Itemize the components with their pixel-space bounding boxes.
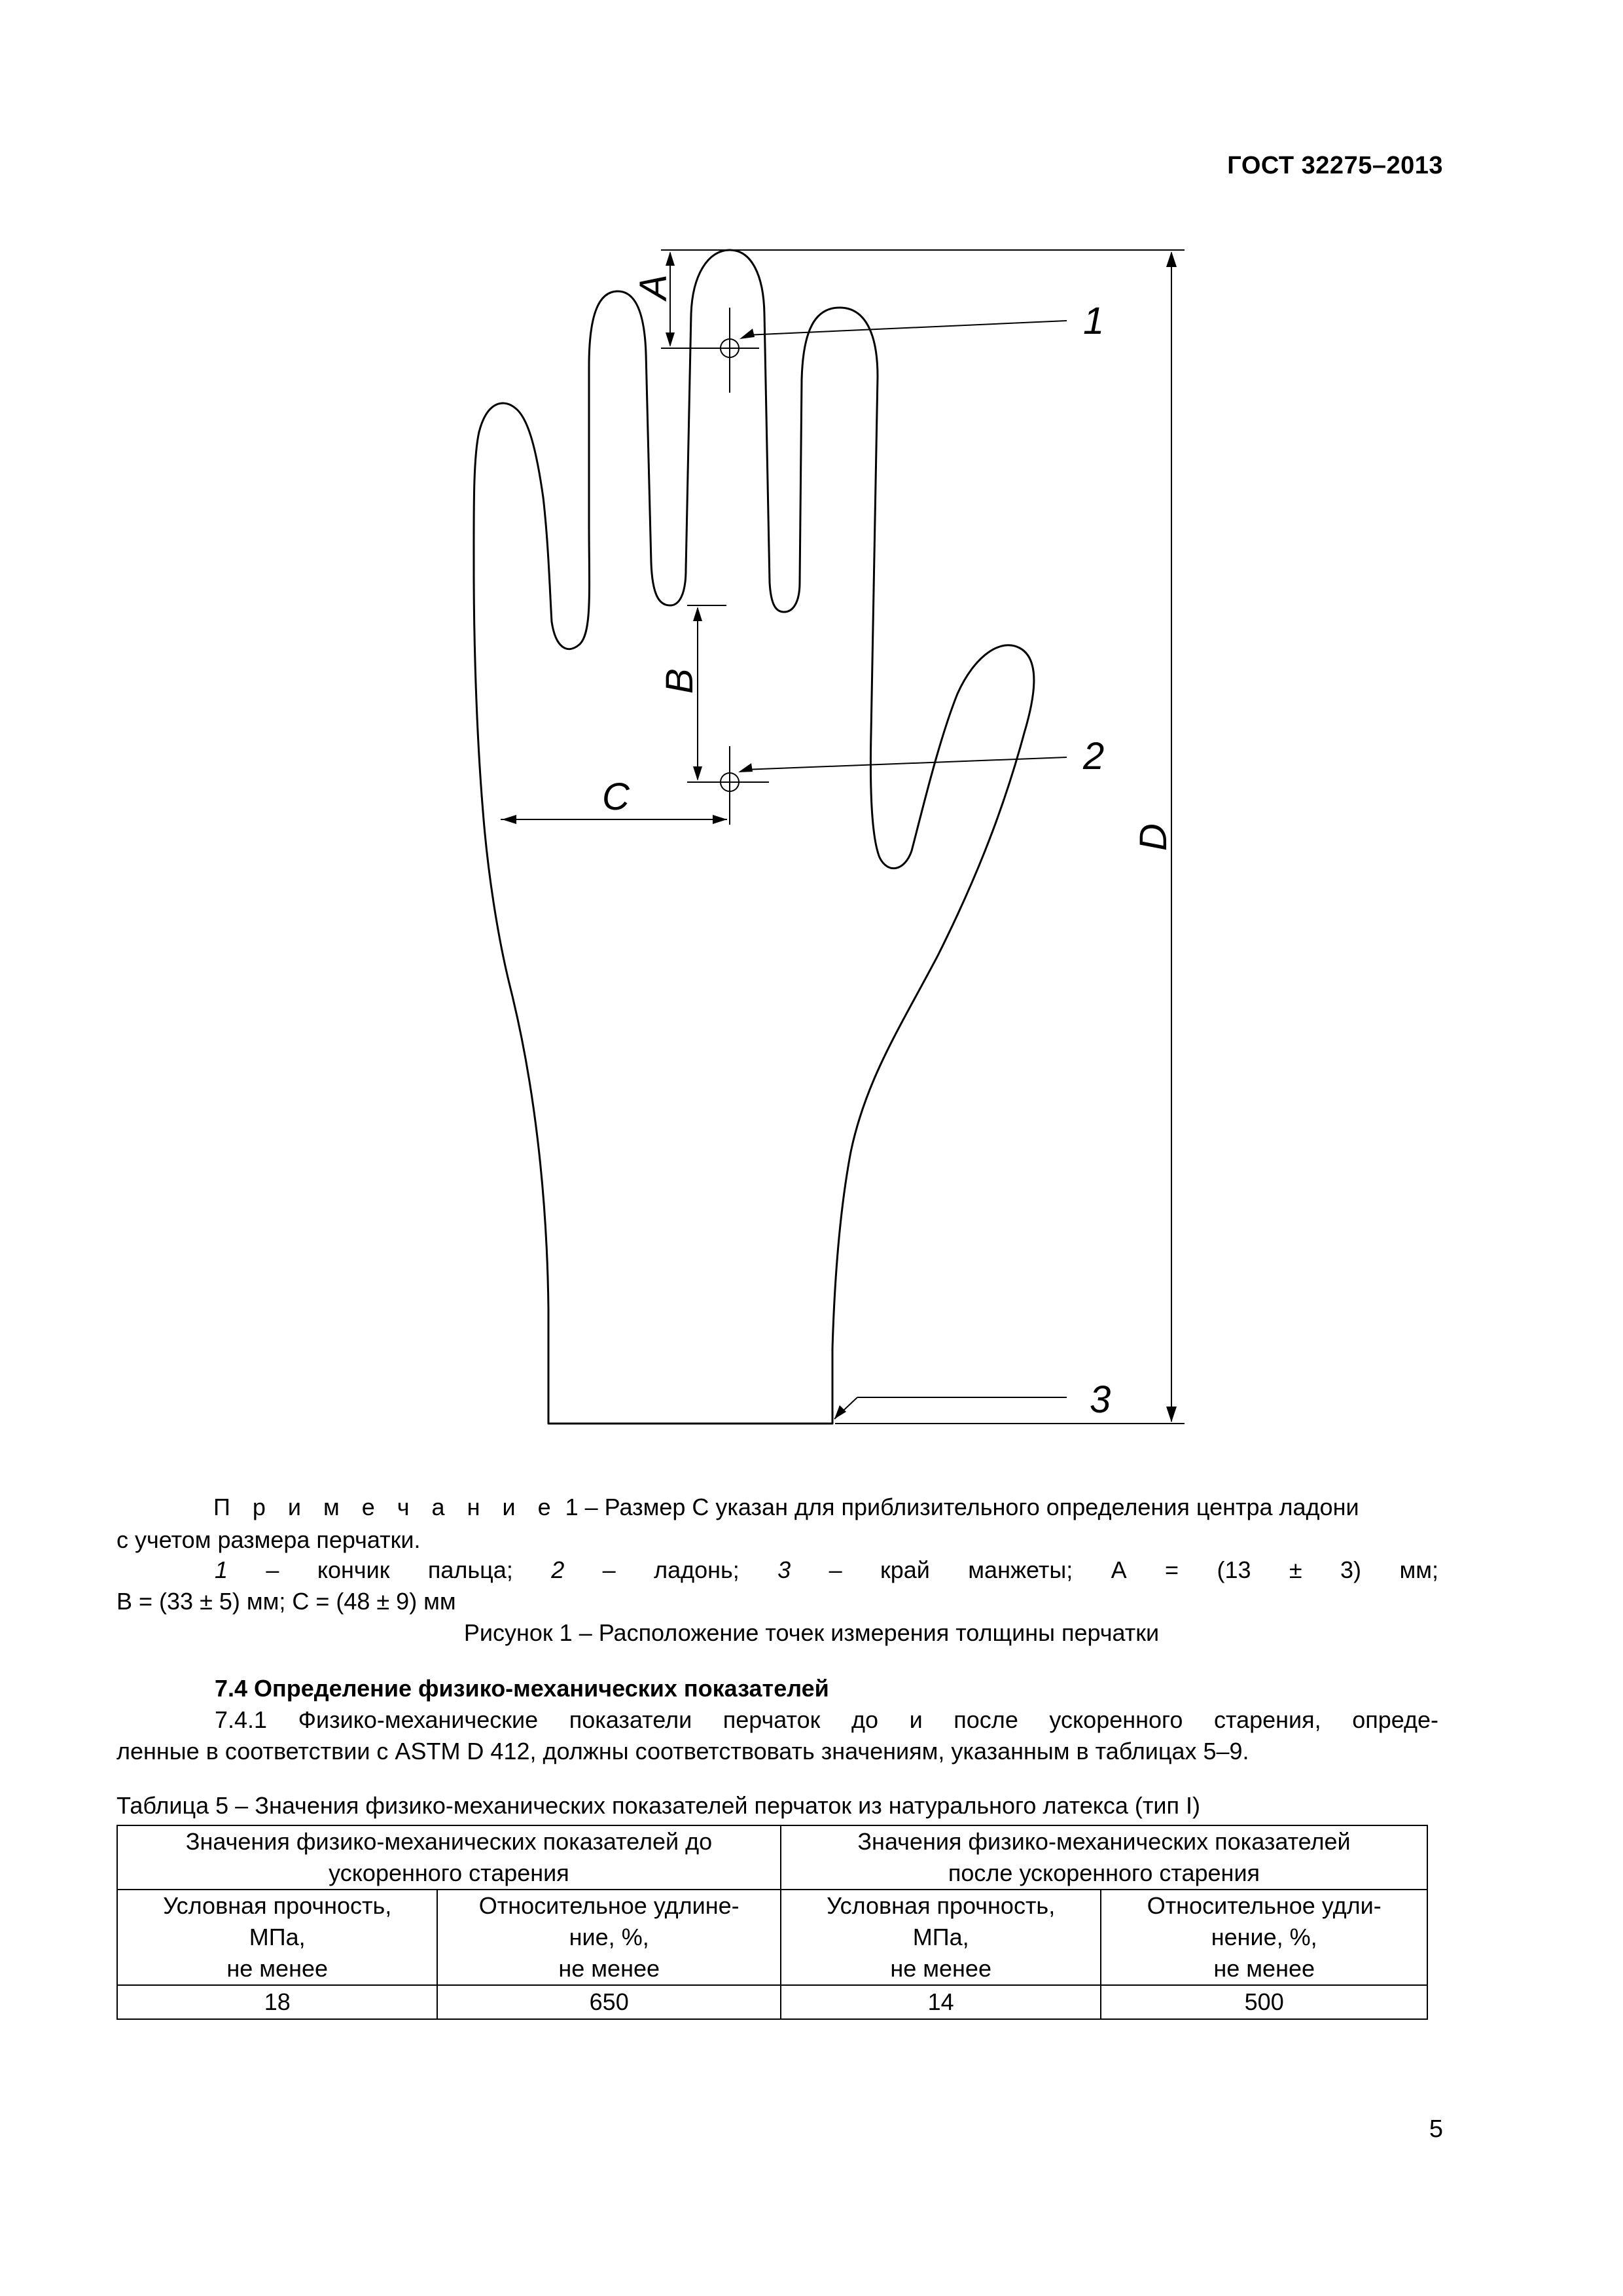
legend-word: (13 [1217,1556,1251,1583]
legend-num-1: 1 [215,1556,228,1583]
page-number: 5 [1429,2115,1443,2143]
column-header-line: нение, %, [1211,1924,1317,1950]
label-dim-b: B [658,668,701,694]
group-header-after-aging [781,1825,1427,1890]
column-header-line: не менее [226,1955,329,1982]
legend-num-3: 3 [777,1556,791,1583]
legend-word: А [1111,1556,1127,1583]
group-header-before-aging [117,1825,781,1890]
legend-word: край [880,1556,930,1583]
legend-word: пальца; [427,1556,513,1583]
note-text: 1 – Размер С указан для приблизительного определения центра ладони [565,1494,1359,1520]
table-cell: 650 [437,1985,781,2019]
column-header [117,1890,437,1985]
legend-dash: – [266,1556,279,1583]
paragraph-line-2: ленные в соответствии с ASTM D 412, должны соответствовать значениям, указанным в таблицах 5–9. [116,1738,1249,1765]
column-header-line: Условная прочность, [163,1892,392,1919]
label-point-1: 1 [1083,300,1105,342]
legend-word: 3) [1340,1556,1362,1583]
column-header [437,1890,781,1985]
group-header-line: после ускоренного старения [948,1859,1260,1886]
column-header-line: Условная прочность, [827,1892,1056,1919]
label-point-3: 3 [1090,1378,1111,1421]
label-dim-c: C [602,776,630,818]
legend-dash: – [829,1556,842,1583]
legend-num-2: 2 [551,1556,565,1583]
legend-word: кончик [317,1556,390,1583]
figure-note-continuation: с учетом размера перчатки. [116,1526,421,1553]
legend-word: ладонь; [654,1556,740,1583]
glove-outline [474,250,1034,1424]
table-cell: 18 [117,1985,437,2019]
table-cell: 500 [1101,1985,1427,2019]
label-dim-d: D [1132,823,1175,851]
note-prefix: П р и м е ч а н и е [213,1494,559,1520]
column-header-line: Относительное удли- [1147,1892,1382,1919]
table-row [117,1985,1427,2019]
column-header-line: МПа, [249,1924,306,1950]
column-header [1101,1890,1427,1985]
figure-caption: Рисунок 1 – Расположение точек измерения толщины перчатки [463,1619,1160,1646]
paragraph-line-1: 7.4.1 Физико-механические показатели перчаток до и после ускоренного старения, опреде- [215,1706,1438,1733]
label-point-2: 2 [1083,735,1105,778]
label-dim-a: A [632,274,675,300]
document-header: ГОСТ 32275–2013 [1227,152,1443,179]
column-header-line: не менее [1213,1955,1315,1982]
group-header-line: Значения физико-механических показателей [857,1828,1351,1855]
figure-legend-line-2: В = (33 ± 5) мм; С = (48 ± 9) мм [116,1588,456,1615]
column-header-line: не менее [890,1955,991,1982]
legend-word: мм; [1399,1556,1438,1583]
table-column-header-row [117,1890,1427,1985]
table-cell: 14 [781,1985,1101,2019]
group-header-line: ускоренного старения [329,1859,569,1886]
column-header-line: ние, %, [569,1924,649,1950]
column-header [781,1890,1101,1985]
table-group-header-row [117,1825,1427,1890]
legend-word: = [1165,1556,1179,1583]
properties-table [116,1825,1428,2020]
column-header-line: МПа, [912,1924,969,1950]
legend-word: манжеты; [968,1556,1073,1583]
column-header-line: Относительное удлине- [478,1892,740,1919]
legend-dash: – [602,1556,616,1583]
legend-word: ± [1289,1556,1302,1583]
table-caption: Таблица 5 – Значения физико-механических показателей перчаток из натурального латекса (тип I) [116,1792,1200,1819]
group-header-line: Значения физико-механических показателей до [185,1828,713,1855]
figure-legend-line-1 [215,1554,1438,1587]
column-header-line: не менее [558,1955,660,1982]
section-title: 7.4 Определение физико-механических показателей [215,1675,829,1702]
figure-note [116,1491,1438,1524]
